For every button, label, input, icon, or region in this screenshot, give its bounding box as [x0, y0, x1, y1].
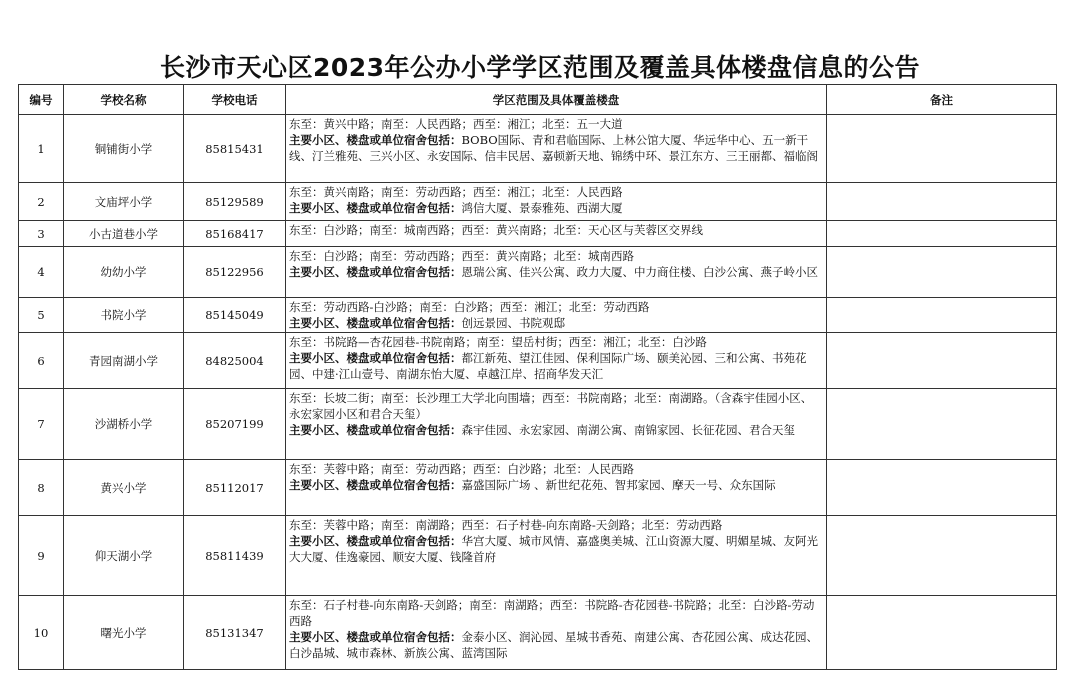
cell-school-phone: 85207199: [184, 389, 286, 460]
estates-line: [289, 350, 822, 382]
cell-school-name: 幼幼小学: [64, 247, 184, 298]
boundary-text: 东至：白沙路；南至：城南西路；西至：黄兴南路；北至：天心区与芙蓉区交界线: [289, 223, 703, 237]
cell-number: 1: [19, 115, 64, 183]
cell-school-phone: 85145049: [184, 298, 286, 333]
cell-notes: [827, 115, 1057, 183]
cell-number: 5: [19, 298, 64, 333]
cell-school-phone: 85129589: [184, 183, 286, 221]
table-row: [19, 333, 1057, 389]
cell-school-name: 文庙坪小学: [64, 183, 184, 221]
boundary-text: 东至：劳动西路-白沙路；南至：白沙路；西至：湘江；北至：劳动西路: [289, 300, 650, 314]
cell-notes: [827, 389, 1057, 460]
cell-school-name: 铜铺街小学: [64, 115, 184, 183]
cell-school-name: 书院小学: [64, 298, 184, 333]
cell-school-phone: 85131347: [184, 596, 286, 670]
cell-school-phone: 85811439: [184, 516, 286, 596]
cell-number: 7: [19, 389, 64, 460]
header-school-phone: 学校电话: [184, 85, 286, 115]
cell-notes: [827, 333, 1057, 389]
header-notes: 备注: [827, 85, 1057, 115]
cell-school-phone: 85815431: [184, 115, 286, 183]
table-row: [19, 115, 1057, 183]
estates-text: 创远景园、书院观邸: [461, 316, 565, 330]
cell-district-range: [286, 183, 827, 221]
cell-number: 6: [19, 333, 64, 389]
cell-school-name: 沙湖桥小学: [64, 389, 184, 460]
boundary-text: 东至：长坡二街；南至：长沙理工大学北向围墙；西至：书院南路；北至：南湖路。（含森宇佳园小区、永宏家园小区和君合天玺）: [289, 391, 813, 421]
cell-school-phone: 85168417: [184, 221, 286, 247]
header-district-range: 学区范围及具体覆盖楼盘: [286, 85, 827, 115]
cell-notes: [827, 298, 1057, 333]
estates-text: 鸿信大厦、景泰雅苑、西湖大厦: [461, 201, 623, 215]
cell-number: 8: [19, 460, 64, 516]
boundary-text: 东至：黄兴南路；南至：劳动西路；西至：湘江；北至：人民西路: [289, 185, 623, 199]
cell-district-range: [286, 460, 827, 516]
estates-label: 主要小区、楼盘或单位宿舍包括：: [289, 265, 462, 279]
boundary-text: 东至：石子村巷-向东南路-天剑路；南至：南湖路；西至：书院路-杏花园巷-书院路；北至：白沙路-劳动西路: [289, 598, 815, 628]
cell-school-phone: 84825004: [184, 333, 286, 389]
estates-text: 华宫大厦、城市风情、嘉盛奥美城、江山资源大厦、明媚星城、友阿光大大厦、佳逸豪园、顺安大厦、钱隆首府: [289, 534, 818, 564]
cell-school-phone: 85122956: [184, 247, 286, 298]
estates-line: [289, 132, 822, 164]
header-number: 编号: [19, 85, 64, 115]
table-row: [19, 298, 1057, 333]
cell-school-name: 小古道巷小学: [64, 221, 184, 247]
estates-text: 都江新苑、望江佳园、保利国际广场、颐美沁园、三和公寓、书苑花园、中建·江山壹号、南湖东怡大厦、卓越江岸、招商华发天汇: [289, 351, 807, 381]
estates-line: [289, 629, 822, 661]
estates-line: [289, 422, 822, 438]
estates-label: 主要小区、楼盘或单位宿舍包括：: [289, 351, 462, 365]
header-school-name: 学校名称: [64, 85, 184, 115]
estates-label: 主要小区、楼盘或单位宿舍包括：: [289, 316, 462, 330]
cell-district-range: [286, 221, 827, 247]
cell-number: 4: [19, 247, 64, 298]
table-row: [19, 460, 1057, 516]
estates-text: 嘉盛国际广场 、新世纪花苑、智邦家园、摩天一号、众东国际: [461, 478, 776, 492]
document-title: 长沙市天心区2023年公办小学学区范围及覆盖具体楼盘信息的公告: [159, 53, 921, 82]
boundary-text: 东至：芙蓉中路；南至：劳动西路；西至：白沙路；北至：人民西路: [289, 462, 634, 476]
estates-label: 主要小区、楼盘或单位宿舍包括：: [289, 478, 462, 492]
cell-school-name: 黄兴小学: [64, 460, 184, 516]
cell-district-range: [286, 596, 827, 670]
estates-line: [289, 477, 822, 493]
estates-line: [289, 315, 822, 331]
cell-district-range: [286, 389, 827, 460]
estates-text: BOBO国际、青和君临国际、上林公馆大厦、华远华中心、五一新干线、汀兰雅苑、三兴小区、永安国际、信丰民居、嘉顿新天地、锦绣中环、景江东方、三王丽都、福临阁: [289, 133, 818, 163]
cell-notes: [827, 460, 1057, 516]
cell-number: 10: [19, 596, 64, 670]
estates-label: 主要小区、楼盘或单位宿舍包括：: [289, 201, 462, 215]
cell-number: 9: [19, 516, 64, 596]
cell-school-phone: 85112017: [184, 460, 286, 516]
cell-school-name: 曙光小学: [64, 596, 184, 670]
cell-school-name: 青园南湖小学: [64, 333, 184, 389]
cell-district-range: [286, 298, 827, 333]
cell-district-range: [286, 333, 827, 389]
estates-line: [289, 533, 822, 565]
estates-label: 主要小区、楼盘或单位宿舍包括：: [289, 423, 462, 437]
table-row: [19, 247, 1057, 298]
estates-text: 金泰小区、润沁园、星城书香苑、南建公寓、杏花园公寓、成达花园、白沙晶城、城市森林、新族公寓、蓝湾国际: [289, 630, 818, 660]
boundary-text: 东至：黄兴中路；南至：人民西路；西至：湘江；北至：五一大道: [289, 117, 623, 131]
cell-number: 2: [19, 183, 64, 221]
cell-school-name: 仰天湖小学: [64, 516, 184, 596]
estates-label: 主要小区、楼盘或单位宿舍包括：: [289, 534, 462, 548]
cell-notes: [827, 516, 1057, 596]
table-row: [19, 221, 1057, 247]
estates-label: 主要小区、楼盘或单位宿舍包括：: [289, 630, 462, 644]
cell-number: 3: [19, 221, 64, 247]
table-row: [19, 596, 1057, 670]
boundary-text: 东至：白沙路；南至：劳动西路；西至：黄兴南路；北至：城南西路: [289, 249, 634, 263]
boundary-text: 东至：芙蓉中路；南至：南湖路；西至：石子村巷-向东南路-天剑路；北至：劳动西路: [289, 518, 723, 532]
cell-district-range: [286, 247, 827, 298]
cell-district-range: [286, 516, 827, 596]
estates-label: 主要小区、楼盘或单位宿舍包括：: [289, 133, 462, 147]
boundary-text: 东至：书院路—杏花园巷-书院南路；南至：望岳村街；西至：湘江；北至：白沙路: [289, 335, 707, 349]
school-district-table: [18, 84, 1057, 670]
estates-line: [289, 264, 822, 280]
estates-line: [289, 200, 822, 216]
table-body: [19, 115, 1057, 670]
table-row: [19, 516, 1057, 596]
table-header-row: [19, 85, 1057, 115]
cell-district-range: [286, 115, 827, 183]
estates-text: 恩瑞公寓、佳兴公寓、政力大厦、中力商住楼、白沙公寓、燕子岭小区: [461, 265, 818, 279]
estates-text: 森宇佳园、永宏家园、南湖公寓、南锦家园、长征花园、君合天玺: [461, 423, 795, 437]
table-row: [19, 389, 1057, 460]
cell-notes: [827, 247, 1057, 298]
cell-notes: [827, 596, 1057, 670]
table-row: [19, 183, 1057, 221]
cell-notes: [827, 183, 1057, 221]
cell-notes: [827, 221, 1057, 247]
